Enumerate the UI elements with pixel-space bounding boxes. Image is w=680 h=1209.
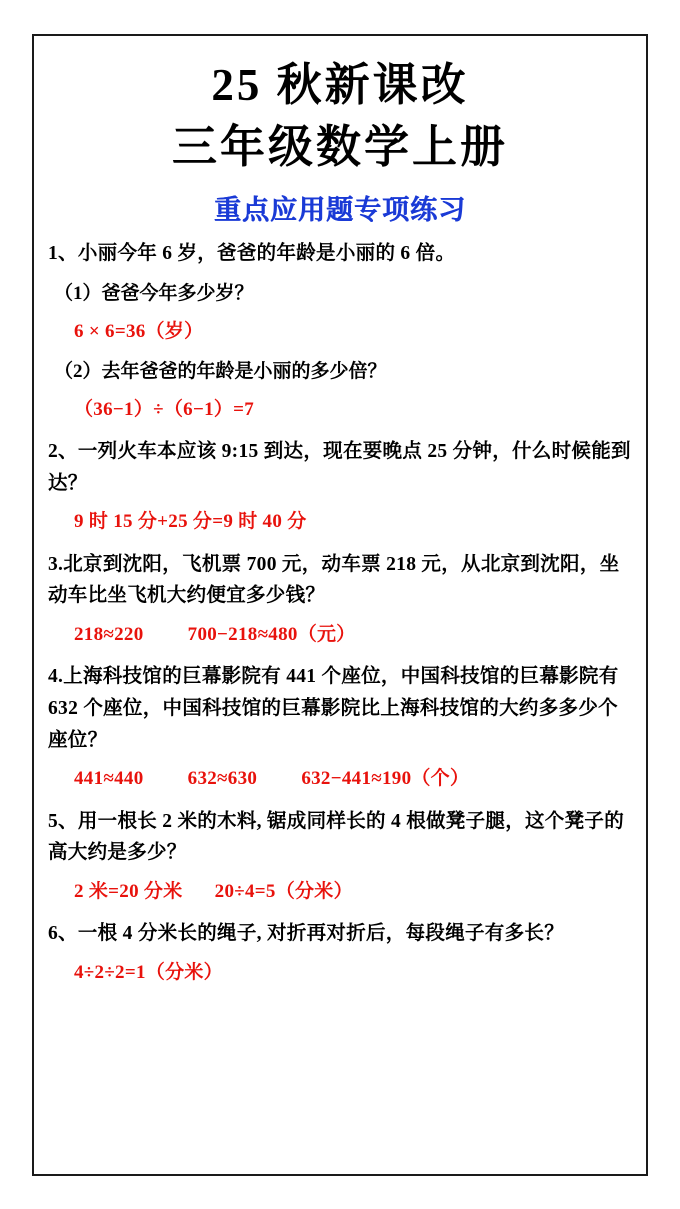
question-4-answer-part-1: 441≈440	[74, 768, 144, 790]
title-block	[48, 54, 632, 178]
page-title-line-1: 25 秋新课改	[211, 60, 469, 110]
question-1	[48, 238, 632, 425]
page-title-line-2: 三年级数学上册	[171, 122, 508, 173]
question-3-answer-part-1: 218≈220	[74, 624, 144, 646]
question-4-answer	[48, 764, 632, 794]
question-6-answer: 4÷2÷2=1（分米）	[74, 961, 223, 983]
worksheet-content	[26, 34, 654, 988]
question-6-stem: 6、一根 4 分米长的绳子, 对折再对折后，每段绳子有多长？	[48, 923, 564, 945]
question-1-part-1-prompt: （1）爸爸今年多少岁？	[54, 282, 254, 304]
question-4-answer-part-3: 632−441≈190（个）	[301, 768, 470, 790]
question-3-answer	[48, 620, 632, 650]
page-subtitle: 重点应用题专项练习	[214, 195, 466, 226]
question-1-stem: 1、小丽今年 6 岁，爸爸的年龄是小丽的 6 倍。	[48, 243, 456, 265]
question-6	[48, 918, 632, 988]
question-2-answer: 9 时 15 分+25 分=9 时 40 分	[74, 511, 307, 533]
question-2	[48, 436, 632, 538]
question-3-answer-part-2: 700−218≈480（元）	[187, 624, 356, 646]
question-5-stem: 5、用一根长 2 米的木料, 锯成同样长的 4 根做凳子腿，这个凳子的高大约是多少？	[48, 810, 624, 864]
question-1-part-2-answer: （36−1）÷（6−1）=7	[74, 398, 255, 420]
question-4-stem: 4.上海科技馆的巨幕影院有 441 个座位，中国科技馆的巨幕影院有 632 个座位，中国科技馆的巨幕影院比上海科技馆的大约多多少个座位？	[48, 666, 619, 751]
question-5-answer	[48, 877, 632, 907]
question-3	[48, 549, 632, 651]
question-3-stem: 3.北京到沈阳，飞机票 700 元，动车票 218 元，从北京到沈阳，坐动车比坐飞机大约便宜多少钱？	[48, 553, 620, 607]
question-4	[48, 661, 632, 794]
question-1-part-2-prompt: （2）去年爸爸的年龄是小丽的多少倍？	[54, 360, 387, 382]
question-5	[48, 806, 632, 908]
question-5-answer-part-1: 2 米=20 分米	[74, 880, 183, 902]
question-5-answer-part-2: 20÷4=5（分米）	[214, 880, 353, 902]
question-2-stem: 2、一列火车本应该 9:15 到达，现在要晚点 25 分钟，什么时候能到达？	[48, 441, 631, 494]
question-1-part-1-answer: 6 × 6=36（岁）	[74, 321, 204, 343]
question-4-answer-part-2: 632≈630	[187, 768, 258, 790]
